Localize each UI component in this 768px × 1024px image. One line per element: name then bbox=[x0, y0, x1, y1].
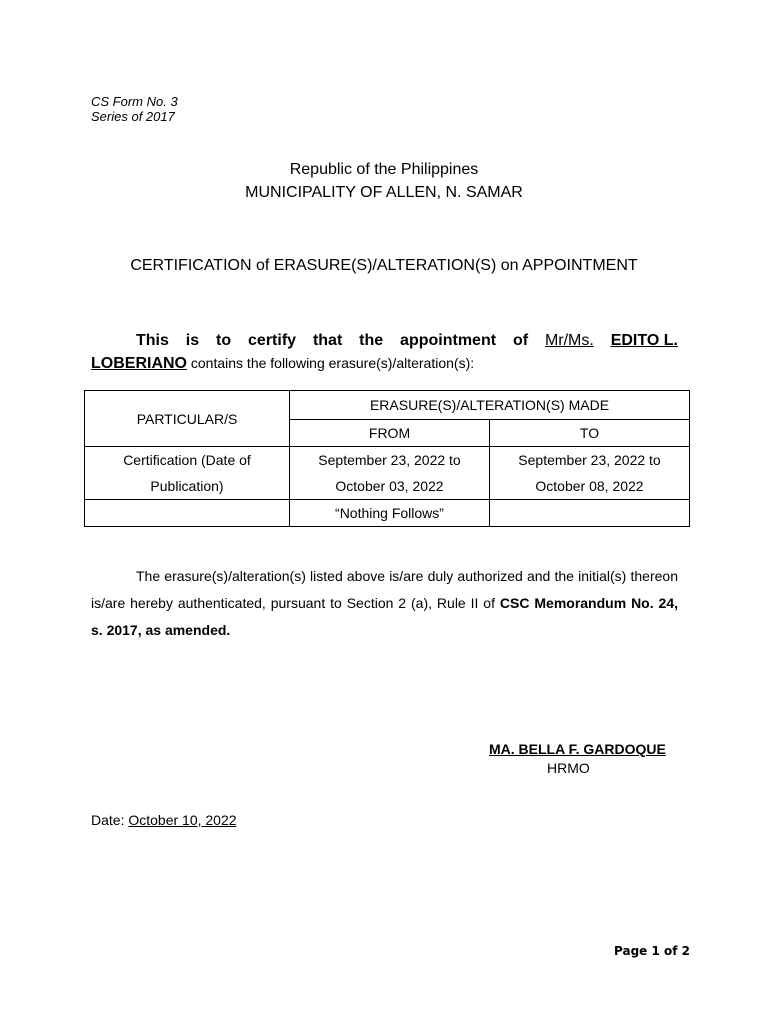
erasures-table bbox=[84, 390, 690, 527]
header-to: TO bbox=[490, 419, 690, 447]
appointee-name-first: EDITO L. bbox=[610, 332, 678, 349]
signatory-name: MA. BELLA F. GARDOQUE bbox=[489, 741, 666, 757]
cell-text: September 23, 2022 to bbox=[318, 452, 461, 468]
date-label: Date: bbox=[91, 812, 129, 828]
intro-suffix: contains the following erasure(s)/alteration(s): bbox=[187, 355, 475, 371]
form-number-block bbox=[91, 94, 178, 124]
intro-word: appointment bbox=[400, 332, 497, 349]
cell-empty bbox=[490, 500, 690, 527]
intro-word: This bbox=[136, 332, 169, 349]
header-erasures-made: ERASURE(S)/ALTERATION(S) MADE bbox=[290, 391, 690, 420]
table-row bbox=[85, 447, 690, 500]
intro-word: of bbox=[512, 332, 529, 349]
intro-paragraph bbox=[91, 330, 678, 375]
intro-line-1 bbox=[91, 330, 678, 352]
cell-empty bbox=[85, 500, 290, 527]
table-header-row bbox=[85, 391, 690, 420]
date-line bbox=[91, 812, 237, 828]
cell-text: Publication) bbox=[150, 478, 224, 494]
cell-text: September 23, 2022 to bbox=[518, 452, 661, 468]
table-row bbox=[85, 500, 690, 527]
form-series: Series of 2017 bbox=[91, 109, 175, 124]
authentication-paragraph bbox=[91, 563, 678, 644]
cell-text: October 03, 2022 bbox=[335, 478, 444, 494]
intro-word: to bbox=[216, 332, 232, 349]
memorandum-reference: CSC Memorandum No. 24, s. 2017, as amended. bbox=[91, 595, 678, 638]
republic-heading: Republic of the Philippines bbox=[289, 161, 479, 178]
cell-to bbox=[490, 447, 690, 500]
date-value: October 10, 2022 bbox=[128, 812, 237, 828]
authentication-text: The erasure(s)/alteration(s) listed above is/are duly authorized and the initial(s) thereon is/are hereby authenticated, pursuant to Section 2 (a), Rule II of bbox=[91, 568, 678, 611]
signatory-title: HRMO bbox=[547, 760, 590, 776]
intro-word: certify bbox=[248, 332, 297, 349]
intro-line-2 bbox=[91, 352, 678, 375]
cell-text: October 08, 2022 bbox=[535, 478, 644, 494]
cell-particular bbox=[85, 447, 290, 500]
page-number: Page 1 of 2 bbox=[614, 944, 690, 958]
appointee-name-last: LOBERIANO bbox=[91, 355, 187, 372]
salutation: Mr/Ms. bbox=[544, 332, 594, 349]
intro-word: is bbox=[185, 332, 200, 349]
header-from: FROM bbox=[290, 419, 490, 447]
intro-word: the bbox=[359, 332, 384, 349]
municipality-heading: MUNICIPALITY OF ALLEN, N. SAMAR bbox=[245, 184, 523, 201]
cell-text: Certification (Date of bbox=[123, 452, 251, 468]
cell-nothing-follows: “Nothing Follows” bbox=[290, 500, 490, 527]
intro-word: that bbox=[312, 332, 343, 349]
certification-title: CERTIFICATION of ERASURE(S)/ALTERATION(S) on APPOINTMENT bbox=[130, 257, 638, 274]
form-number: CS Form No. 3 bbox=[91, 94, 178, 109]
header-particular: PARTICULAR/S bbox=[85, 391, 290, 447]
cell-from bbox=[290, 447, 490, 500]
